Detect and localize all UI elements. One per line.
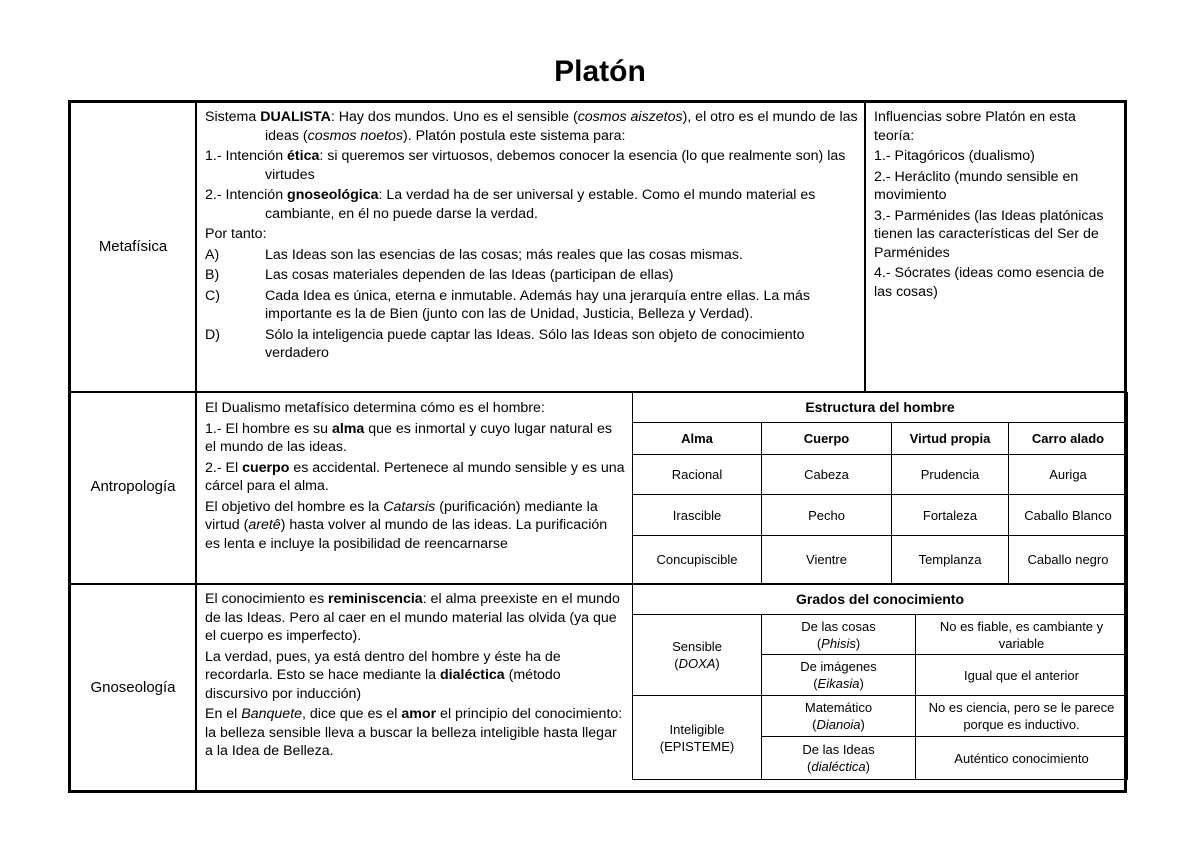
row-label-gnoseologia: Gnoseología (90, 679, 176, 696)
grados-conocimiento-table (632, 584, 1128, 780)
column-header: Virtud propia (892, 423, 1009, 455)
desc-cell: No es fiable, es cambiante y variable (916, 615, 1128, 655)
table-cell: Auriga (1009, 455, 1128, 495)
grade-cell: De las Ideas (dialéctica) (762, 737, 916, 780)
column-header: Alma (633, 423, 762, 455)
metafisica-paragraph: 1.- Intención ética: si queremos ser virtuosos, debemos conocer la esencia (lo que realmente son) las virtudes (205, 148, 846, 183)
table-row (633, 615, 1128, 655)
influencia-item: 3.- Parménides (las Ideas platónicas tienen las características del Ser de Parménides (874, 207, 1104, 261)
influencias-column-divider (864, 100, 866, 391)
group-cell: Sensible (DOXA) (633, 615, 762, 696)
table-cell: Cabeza (762, 455, 892, 495)
antropologia-paragraph: El Dualismo metafísico determina cómo es el hombre: (205, 400, 545, 416)
list-item: A) Las Ideas son las esencias de las cosas; más reales que las cosas mismas. (205, 246, 743, 263)
row-label-antropologia: Antropología (90, 478, 176, 495)
table-cell: Prudencia (892, 455, 1009, 495)
gnoseologia-content (205, 590, 625, 763)
influencia-item: 4.- Sócrates (ideas como esencia de las cosas) (874, 265, 1105, 300)
grade-cell: Matemático (Dianoia) (762, 696, 916, 737)
gnoseologia-paragraph: La verdad, pues, ya está dentro del hombre y éste ha de recordarla. Esto se hace mediante la dialéctica (método discursivo por inducción) (205, 648, 561, 702)
antropologia-content (205, 399, 625, 555)
antropologia-paragraph: 1.- El hombre es su alma que es inmortal y cuyo lugar natural es el mundo de las ideas. (205, 420, 612, 455)
por-tanto-label: Por tanto: (205, 226, 267, 242)
table-cell: Vientre (762, 536, 892, 584)
desc-cell: No es ciencia, pero se le parece porque es inductivo. (916, 696, 1128, 737)
desc-cell: Auténtico conocimiento (916, 737, 1128, 780)
metafisica-paragraph: 2.- Intención gnoseológica: La verdad ha de ser universal y estable. Como el mundo material es cambiante, en él no puede darse la verdad. (205, 187, 816, 222)
page-title: Platón (554, 55, 646, 88)
table-row (633, 495, 1128, 536)
list-item: B) Las cosas materiales dependen de las Ideas (participan de ellas) (205, 267, 674, 283)
gnoseologia-paragraph: En el Banquete, dice que es el amor el principio del conocimiento: la belleza sensible lleva a buscar la belleza inteligible hasta llegar a la Idea de Belleza. (205, 706, 623, 759)
table-title: Grados del conocimiento (633, 585, 1128, 615)
metafisica-paragraph: Sistema DUALISTA: Hay dos mundos. Uno es el sensible (cosmos aiszetos), el otro es el mundo de las ideas (cosmos noetos). Platón postula este sistema para: (205, 109, 858, 144)
influencias-content (874, 108, 1118, 303)
influencia-item: 1.- Pitagóricos (dualismo) (874, 148, 1035, 164)
group-cell: Inteligible (EPISTEME) (633, 696, 762, 780)
column-header: Carro alado (1009, 423, 1128, 455)
desc-cell: Igual que el anterior (916, 655, 1128, 696)
table-row (633, 696, 1128, 737)
gnoseologia-paragraph: El conocimiento es reminiscencia: el alma preexiste en el mundo de las Ideas. Pero al caer en el mundo material las olvida (ya que el cuerpo es imperfecto). (205, 591, 620, 644)
table-cell: Caballo negro (1009, 536, 1128, 584)
antropologia-paragraph: El objetivo del hombre es la Catarsis (purificación) mediante la virtud (aretê) hasta volver al mundo de las ideas. La purificación es lenta e incluye la posibilidad de reencarnarse (205, 498, 608, 552)
table-cell: Fortaleza (892, 495, 1009, 536)
table-cell: Concupiscible (633, 536, 762, 584)
metafisica-content (205, 108, 860, 365)
influencias-heading: Influencias sobre Platón en esta teoría: (874, 109, 1076, 144)
antropologia-paragraph: 2.- El cuerpo es accidental. Pertenece al mundo sensible y es una cárcel para el alma. (205, 459, 625, 494)
estructura-hombre-table (632, 392, 1128, 584)
table-title: Estructura del hombre (633, 393, 1128, 423)
table-cell: Templanza (892, 536, 1009, 584)
table-row (633, 536, 1128, 584)
table-cell: Pecho (762, 495, 892, 536)
list-item: D) Sólo la inteligencia puede captar las Ideas. Sólo las Ideas son objeto de conocimiento verdadero (205, 326, 805, 361)
table-cell: Caballo Blanco (1009, 495, 1128, 536)
table-cell: Racional (633, 455, 762, 495)
grade-cell: De imágenes (Eikasia) (762, 655, 916, 696)
grade-cell: De las cosas (Phisis) (762, 615, 916, 655)
influencia-item: 2.- Heráclito (mundo sensible en movimiento (874, 168, 1079, 203)
table-row (633, 455, 1128, 495)
table-cell: Irascible (633, 495, 762, 536)
row-label-metafisica: Metafísica (98, 238, 168, 255)
list-item: C) Cada Idea es única, eterna e inmutable. Además hay una jerarquía entre ellas. La más importante es la de Bien (junto con las de Unidad, Justicia, Belleza y Verdad). (205, 287, 810, 322)
column-header: Cuerpo (762, 423, 892, 455)
